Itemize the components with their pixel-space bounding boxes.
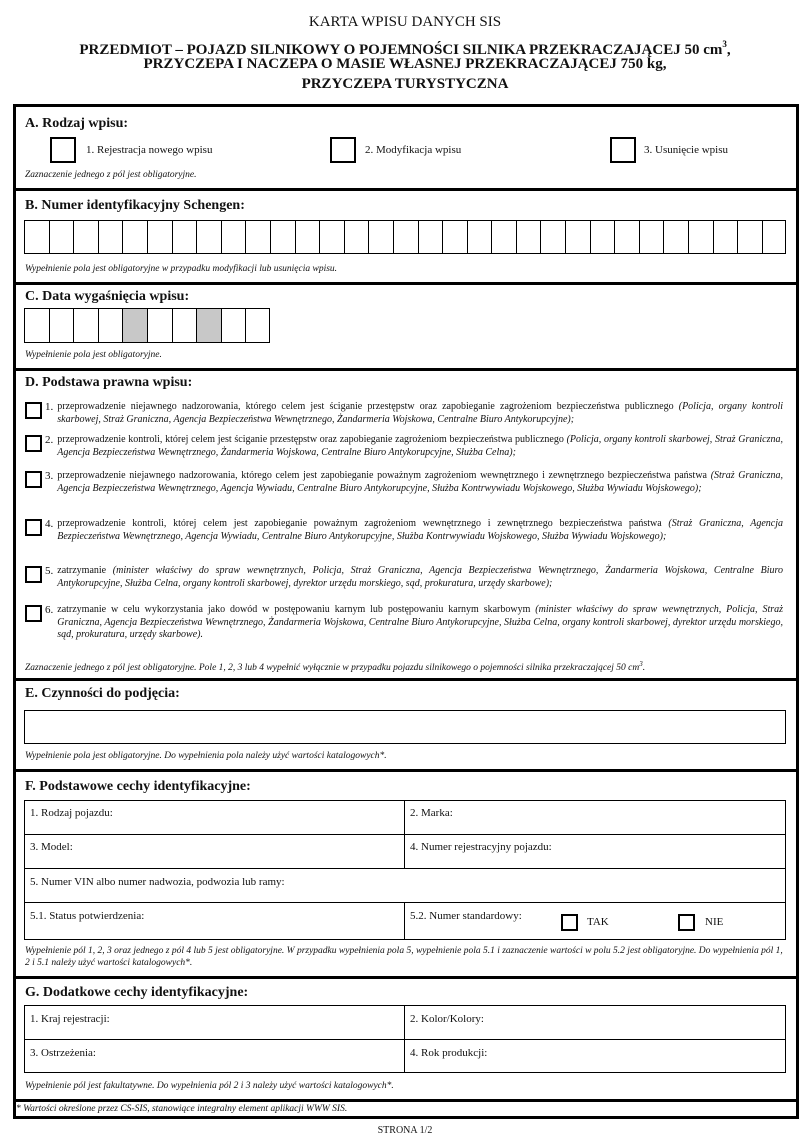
legal-basis-option-3[interactable]: 3. przeprowadzenie niejawnego nadzorowania, którego celem jest zapobieganie poważnym zagrożeniom wewnętrznego i zewnętrznego bezpieczeństwa państwa (Straż Graniczna, Agencja Bezpieczeństwa Wewnętrznego, Agencja Wywiadu, Centralne Biuro Antykorupcyjne, Służba Kontrwywiadu Wojskowego, Służba Wywiadu Wojskowego); (25, 470, 783, 495)
legal-basis-option-1[interactable]: 1. przeprowadzenie niejawnego nadzorowania, którego celem jest ściganie przestępstw oraz zapobieganie zagrożeniom bezpieczeństwa publicznego (Policja, organy kontroli skarbowej, Straż Graniczna, Agencja Bezpieczeństwa Wewnętrznego, Żandarmeria Wojskowa, Centralne Biuro Antykorupcyjne); (25, 401, 783, 426)
label-modify-entry: 2. Modyfikacja wpisu (365, 144, 462, 156)
field-confirmation-status[interactable]: 5.1. Status potwierdzenia: (30, 910, 145, 922)
section-d-note: Zaznaczenie jednego z pól jest obligatoryjne. Pole 1, 2, 3 lub 4 wypełnić wyłącznie w przypadku pojazdu silnikowego o pojemności silnika przekraczającej 50 $cm^3$. (25, 660, 646, 674)
divider (13, 188, 799, 191)
section-c-note: Wypełnienie pola jest obligatoryjne. (25, 350, 162, 360)
field-make[interactable]: 2. Marka: (410, 807, 453, 819)
field-production-year[interactable]: 4. Rok produkcji: (410, 1047, 488, 1059)
divider (13, 678, 799, 681)
checkbox[interactable] (25, 471, 42, 488)
field-vehicle-type[interactable]: 1. Rodzaj pojazdu: (30, 807, 113, 819)
checkbox[interactable] (25, 566, 42, 583)
field-warnings[interactable]: 3. Ostrzeżenia: (30, 1047, 96, 1059)
field-registration-number[interactable]: 4. Numer rejestracyjny pojazdu: (410, 841, 552, 853)
divider (13, 1099, 799, 1102)
section-f-note: Wypełnienie pól 1, 2, 3 oraz jednego z pól 4 lub 5 jest obligatoryjne. W przypadku wypełnienia pola 5, wypełnienie pola 5.1 i zaznaczenie wartości w polu 5.2 jest obligatoryjne. Do wypełnienia pól 1, 2 i 5.1 należy użyć wartości katalogowych*. (25, 946, 783, 968)
section-e-note: Wypełnienie pola jest obligatoryjne. Do wypełnienia pola należy użyć wartości katalogowych*. (25, 751, 387, 761)
section-a-note: Zaznaczenie jednego z pól jest obligatoryjne. (25, 170, 197, 180)
checkbox[interactable] (25, 402, 42, 419)
divider (13, 282, 799, 285)
page-number: STRONA 1/2 (377, 1125, 433, 1136)
section-c-heading: C. Data wygaśnięcia wpisu: (25, 289, 190, 304)
form-subtitle-line1: PRZEDMIOT – POJAZD SILNIKOWY O POJEMNOŚCI SILNIKA PRZEKRACZAJĄCEJ 50 $cm^3$, (79, 39, 731, 58)
divider (13, 769, 799, 772)
section-g-note: Wypełnienie pól jest fakultatywne. Do wypełnienia pól 2 i 3 należy użyć wartości katalogowych*. (25, 1081, 394, 1091)
checkbox-delete-entry[interactable] (610, 137, 636, 163)
section-a-heading: A. Rodzaj wpisu: (25, 116, 129, 131)
legal-basis-option-6[interactable]: 6. zatrzymanie w celu wykorzystania jako dowód w postępowaniu karnym lub postępowaniu karnym skarbowym (minister właściwy do spraw wewnętrznych, Policja, Straż Graniczna, Agencja Bezpieczeństwa Wewnętrznego, Żandarmeria Wojskowa, Centralne Biuro Antykorupcyjne, Służba Celna, organy kontroli skarbowej, dyrektor urzędu morskiego, sąd, prokuratura, urzędy skarbowe). (25, 604, 783, 642)
section-b-heading: B. Numer identyfikacyjny Schengen: (25, 198, 245, 213)
form-subtitle-line3: PRZYCZEPA TURYSTYCZNA (301, 76, 509, 92)
checkbox[interactable] (25, 519, 42, 536)
legal-basis-option-5[interactable]: 5. zatrzymanie (minister właściwy do spraw wewnętrznych, Policja, Straż Graniczna, Agencja Bezpieczeństwa Wewnętrznego, Żandarmeria Wojskowa, Centralne Biuro Antykorupcyjne, Służba Celna, organy kontroli skarbowej, dyrektor urzędu morskiego, sąd, prokuratura, urzędy skarbowe); (25, 565, 783, 590)
legal-basis-option-2[interactable]: 2. przeprowadzenie kontroli, której celem jest ściganie przestępstw oraz zapobieganie zagrożeniom bezpieczeństwa publicznego (Policja, organy kontroli skarbowej, Straż Graniczna, Agencja Bezpieczeństwa Wewnętrznego, Żandarmeria Wojskowa, Centralne Biuro Antykorupcyjne, Służba Celna); (25, 434, 783, 459)
label-delete-entry: 3. Usunięcie wpisu (644, 144, 729, 156)
divider (13, 976, 799, 979)
checkbox[interactable] (25, 435, 42, 452)
footnote: * Wartości określone przez CS-SIS, stanowiące integralny element aplikacji WWW SIS. (16, 1104, 348, 1114)
checkbox-new-entry[interactable] (50, 137, 76, 163)
schengen-id-input[interactable] (24, 220, 786, 254)
form-subtitle-line2: PRZYCZEPA I NACZEPA O MASIE WŁASNEJ PRZEKRACZAJĄCEJ 750 kg, (143, 56, 667, 72)
expiry-date-input[interactable] (24, 308, 270, 343)
actions-input[interactable] (24, 710, 786, 744)
checkbox-nie[interactable] (678, 914, 695, 931)
field-country[interactable]: 1. Kraj rejestracji: (30, 1013, 110, 1025)
section-b-note: Wypełnienie pola jest obligatoryjne w przypadku modyfikacji lub usunięcia wpisu. (25, 264, 338, 274)
checkbox[interactable] (25, 605, 42, 622)
label-nie: NIE (705, 916, 724, 928)
field-model[interactable]: 3. Model: (30, 841, 73, 853)
section-g-heading: G. Dodatkowe cechy identyfikacyjne: (25, 985, 249, 1000)
label-new-entry: 1. Rejestracja nowego wpisu (86, 144, 213, 156)
legal-basis-option-4[interactable]: 4. przeprowadzenie kontroli, której celem jest zapobieganie poważnym zagrożeniom wewnętrznego i zewnętrznego bezpieczeństwa państwa (Straż Graniczna, Agencja Bezpieczeństwa Wewnętrznego, Agencja Wywiadu, Centralne Biuro Antykorupcyjne, Służba Kontrwywiadu Wojskowego, Służba Wywiadu Wojskowego); (25, 518, 783, 543)
checkbox-modify-entry[interactable] (330, 137, 356, 163)
section-f-heading: F. Podstawowe cechy identyfikacyjne: (25, 779, 251, 794)
field-standard-number: 5.2. Numer standardowy: (410, 910, 522, 922)
label-tak: TAK (587, 916, 609, 928)
checkbox-tak[interactable] (561, 914, 578, 931)
divider (13, 368, 799, 371)
section-d-heading: D. Podstawa prawna wpisu: (25, 375, 193, 390)
field-vin[interactable]: 5. Numer VIN albo numer nadwozia, podwozia lub ramy: (30, 876, 285, 888)
section-e-heading: E. Czynności do podjęcia: (25, 686, 180, 701)
field-color[interactable]: 2. Kolor/Kolory: (410, 1013, 484, 1025)
form-title: KARTA WPISU DANYCH SIS (308, 14, 502, 30)
